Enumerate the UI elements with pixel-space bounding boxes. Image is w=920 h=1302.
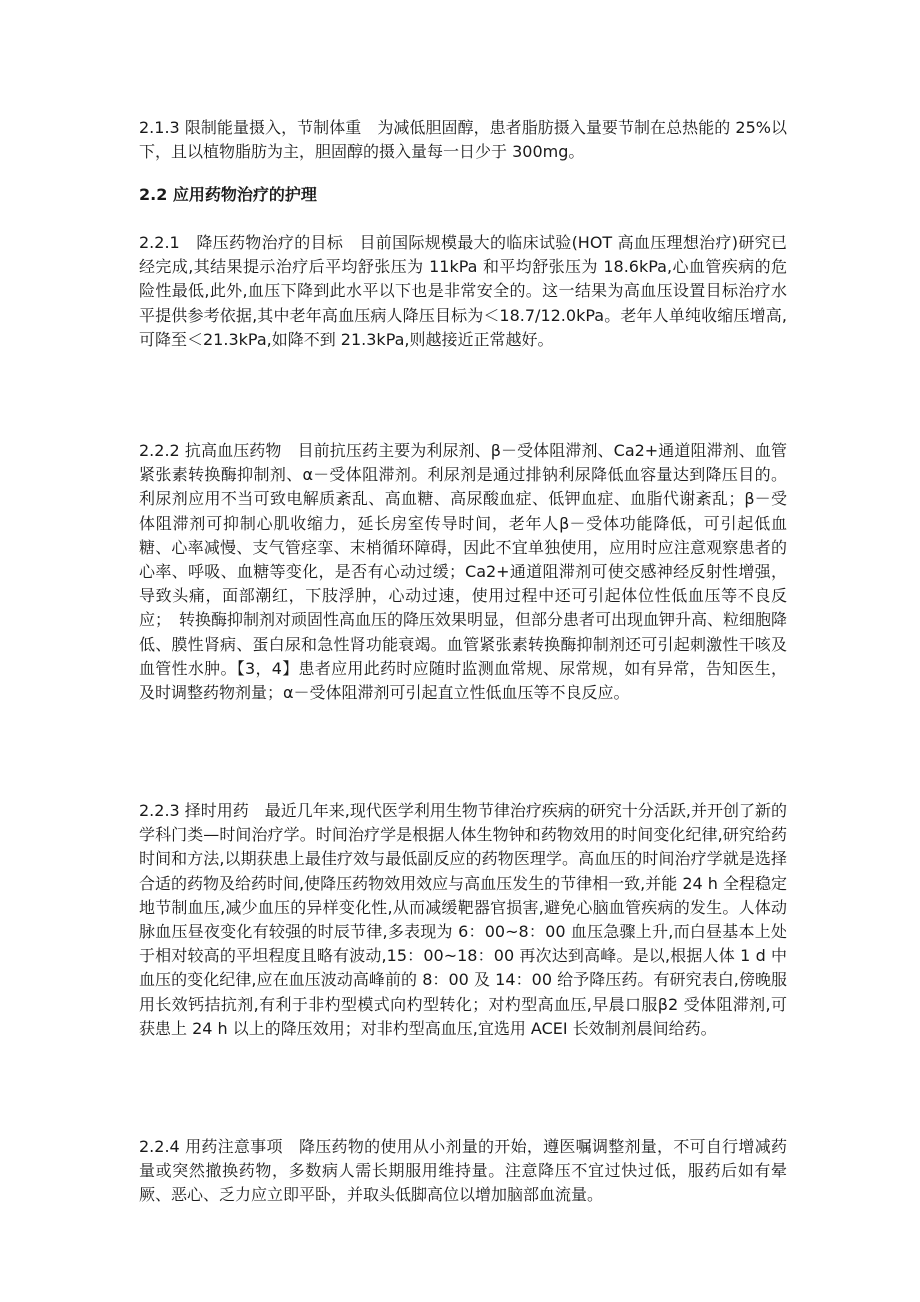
- section-heading-2-2: 2.2 应用药物治疗的护理: [139, 185, 317, 204]
- paragraph-2-2-1: 2.2.1 降压药物治疗的目标 目前国际规模最大的临床试验(HOT 高血压理想治疗)研究已经完成,其结果提示治疗后平均舒张压为 11kPa 和平均舒张压为 18.6kPa,心血管疾病的危险性最低,此外,血压下降到此水平以下也是非常安全的。这一结果为高血压设置目标治疗水平提供参考依据,其中老年高血压病人降压目标为＜18.7/12.0kPa。老年人单纯收缩压增高,可降至＜21.3kPa,如降不到 21.3kPa,则越接近正常越好。: [139, 233, 787, 349]
- paragraph-2-1-3: 2.1.3 限制能量摄入，节制体重 为减低胆固醇，患者脂肪摄入量要节制在总热能的 25%以下，且以植物脂肪为主，胆固醇的摄入量每一日少于 300mg。: [139, 118, 787, 162]
- paragraph-2-2-4: 2.2.4 用药注意事项 降压药物的使用从小剂量的开始，遵医嘱调整剂量，不可自行增减药量或突然撤换药物，多数病人需长期服用维持量。注意降压不宜过快过低，服药后如有晕厥、恶心、乏力应立即平卧，并取头低脚高位以增加脑部血流量。: [139, 1137, 787, 1205]
- paragraph-2-2-2: 2.2.2 抗高血压药物 目前抗压药主要为利尿剂、β－受体阻滞剂、Ca2+通道阻滞剂、血管紧张素转换酶抑制剂、α－受体阻滞剂。利尿剂是通过排钠利尿降低血容量达到降压目的。利尿剂应用不当可致电解质紊乱、高血糖、高尿酸血症、低钾血症、血脂代谢紊乱；β－受体阻滞剂可抑制心肌收缩力，延长房室传导时间，老年人β－受体功能降低，可引起低血糖、心率减慢、支气管痉挛、末梢循环障碍，因此不宜单独使用，应用时应注意观察患者的心率、呼吸、血糖等变化，是否有心动过缓；Ca2+通道阻滞剂可使交感神经反射性增强，导致头痛，面部潮红，下肢浮肿，心动过速，使用过程中还可引起体位性低血压等不良反应； 转换酶抑制剂对顽固性高血压的降压效果明显，但部分患者可出现血钾升高、粒细胞降低、膜性肾病、蛋白尿和急性肾功能衰竭。血管紧张素转换酶抑制剂还可引起刺激性干咳及血管性水肿。【3，4】患者应用此药时应随时监测血常规、尿常规，如有异常，告知医生，及时调整药物剂量；α－受体阻滞剂可引起直立性低血压等不良反应。: [139, 441, 788, 703]
- paragraph-2-2-3: 2.2.3 择时用药 最近几年来,现代医学利用生物节律治疗疾病的研究十分活跃,并开创了新的学科门类—时间治疗学。时间治疗学是根据人体生物钟和药物效用的时间变化纪律,研究给药时间和方法,以期获患上最佳疗效与最低副反应的药物医理学。高血压的时间治疗学就是选择合适的药物及给药时间,使降压药物效用效应与高血压发生的节律相一致,并能 24 h 全程稳定地节制血压,减少血压的异样变化性,从而减缓靶器官损害,避免心脑血管疾病的发生。人体动脉血压昼夜变化有较强的时辰节律,多表现为 6：00~8：00 血压急骤上升,而白昼基本上处于相对较高的平坦程度且略有波动,15：00~18：00 再次达到高峰。是以,根据人体 1 d 中血压的变化纪律,应在血压波动高峰前的 8：00 及 14：00 给予降压药。有研究表白,傍晚服用长效钙拮抗剂,有利于非杓型模式向杓型转化；对杓型高血压,早晨口服β2 受体阻滞剂,可获患上 24 h 以上的降压效用；对非杓型高血压,宜选用 ACEI 长效制剂晨间给药。: [139, 801, 787, 1038]
